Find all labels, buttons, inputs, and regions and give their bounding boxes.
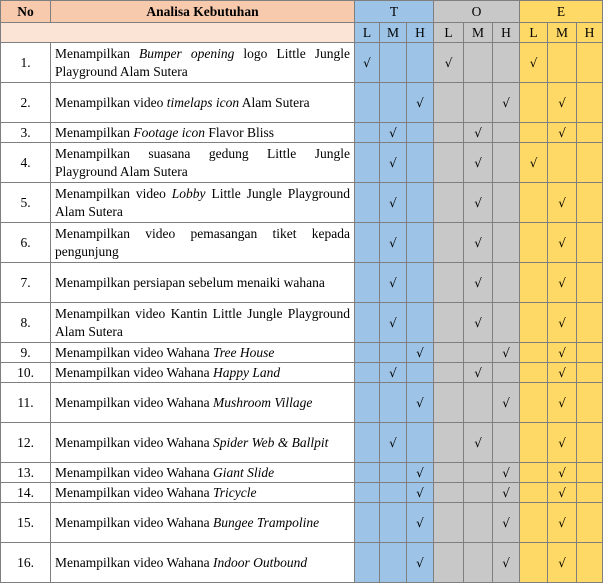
cell-e-l [520, 183, 548, 223]
level-t-l: L [355, 23, 380, 43]
header-no: No [1, 1, 51, 23]
cell-t-m [380, 383, 407, 423]
description-text: Menampilkan video Wahana [55, 434, 213, 450]
cell-o-l [434, 123, 464, 143]
cell-o-l [434, 483, 464, 503]
cell-o-m [464, 543, 493, 583]
cell-t-l [355, 143, 380, 183]
header-group-e: E [520, 1, 603, 23]
cell-o-l [434, 303, 464, 343]
check-mark-icon: √ [416, 395, 424, 410]
cell-e-m [548, 83, 577, 123]
description-italic-text: Bumper opening [139, 45, 235, 61]
cell-t-m [380, 83, 407, 123]
subheader-blank [1, 23, 355, 43]
cell-e-m [548, 303, 577, 343]
cell-e-m [548, 343, 577, 363]
cell-e-h [577, 143, 603, 183]
check-mark-icon: √ [416, 485, 424, 500]
cell-t-l [355, 263, 380, 303]
cell-o-l [434, 43, 464, 83]
description-text: Menampilkan video [55, 94, 167, 110]
check-mark-icon: √ [389, 365, 397, 380]
row-description [51, 343, 355, 363]
description-text: Menampilkan video Wahana [55, 464, 213, 480]
description-text: Little Jungle Playground Alam Sutera [55, 185, 350, 219]
level-o-m: M [464, 23, 493, 43]
row-description [51, 223, 355, 263]
cell-t-l [355, 463, 380, 483]
check-mark-icon: √ [529, 55, 538, 70]
cell-e-h [577, 543, 603, 583]
check-mark-icon: √ [389, 275, 397, 290]
cell-e-l [520, 423, 548, 463]
level-t-h: H [407, 23, 434, 43]
cell-e-h [577, 303, 603, 343]
check-mark-icon: √ [416, 95, 424, 110]
cell-t-l [355, 483, 380, 503]
check-mark-icon: √ [474, 235, 482, 250]
cell-e-m [548, 423, 577, 463]
table-row [1, 463, 603, 483]
row-number: 2. [1, 83, 51, 123]
cell-o-m [464, 183, 493, 223]
cell-t-h [407, 363, 434, 383]
cell-t-h [407, 143, 434, 183]
check-mark-icon: √ [502, 465, 510, 480]
cell-e-m [548, 363, 577, 383]
check-mark-icon: √ [558, 275, 566, 290]
description-text: Menampilkan video Wahana [55, 514, 213, 530]
check-mark-icon: √ [558, 195, 566, 210]
cell-t-m [380, 123, 407, 143]
description-italic-text: Footage icon [133, 124, 205, 140]
row-description [51, 463, 355, 483]
cell-e-h [577, 263, 603, 303]
description-text: Menampilkan video [55, 185, 172, 201]
table-row [1, 183, 603, 223]
cell-e-m [548, 383, 577, 423]
cell-t-m [380, 183, 407, 223]
cell-o-h [493, 183, 520, 223]
cell-o-m [464, 83, 493, 123]
cell-t-h [407, 303, 434, 343]
cell-t-h [407, 223, 434, 263]
cell-e-h [577, 43, 603, 83]
cell-e-h [577, 223, 603, 263]
cell-t-h [407, 483, 434, 503]
cell-o-l [434, 423, 464, 463]
check-mark-icon: √ [502, 95, 510, 110]
row-description [51, 143, 355, 183]
cell-t-m [380, 143, 407, 183]
table-row [1, 363, 603, 383]
check-mark-icon: √ [558, 235, 566, 250]
check-mark-icon: √ [389, 435, 397, 450]
cell-e-l [520, 83, 548, 123]
check-mark-icon: √ [363, 55, 371, 70]
check-mark-icon: √ [502, 515, 510, 530]
row-description [51, 263, 355, 303]
level-e-l: L [520, 23, 548, 43]
check-mark-icon: √ [389, 315, 397, 330]
cell-t-m [380, 543, 407, 583]
description-text: Menampilkan video Wahana [55, 344, 213, 360]
table-body [1, 43, 603, 583]
row-description [51, 383, 355, 423]
check-mark-icon: √ [444, 55, 453, 70]
level-e-m: M [548, 23, 577, 43]
row-number: 11. [1, 383, 51, 423]
description-text: logo Little Jungle Playground Alam Sutera [55, 45, 351, 79]
cell-t-l [355, 503, 380, 543]
cell-e-l [520, 223, 548, 263]
cell-e-h [577, 123, 603, 143]
cell-t-l [355, 303, 380, 343]
cell-o-l [434, 183, 464, 223]
table-row [1, 543, 603, 583]
cell-e-m [548, 463, 577, 483]
row-number: 9. [1, 343, 51, 363]
cell-o-h [493, 43, 520, 83]
cell-o-l [434, 363, 464, 383]
description-text: Menampilkan suasana gedung Little Jungle Playground Alam Sutera [55, 145, 350, 179]
cell-o-l [434, 143, 464, 183]
cell-t-h [407, 263, 434, 303]
cell-o-l [434, 343, 464, 363]
table-row [1, 123, 603, 143]
cell-o-h [493, 263, 520, 303]
header-group-o: O [434, 1, 520, 23]
description-italic-text: Lobby [171, 185, 206, 201]
description-text: Menampilkan [55, 124, 134, 140]
cell-t-l [355, 43, 380, 83]
cell-o-h [493, 483, 520, 503]
cell-o-l [434, 83, 464, 123]
cell-o-h [493, 303, 520, 343]
check-mark-icon: √ [558, 95, 566, 110]
cell-e-h [577, 503, 603, 543]
row-number: 13. [1, 463, 51, 483]
row-description [51, 483, 355, 503]
row-description [51, 543, 355, 583]
check-mark-icon: √ [502, 485, 510, 500]
check-mark-icon: √ [474, 315, 482, 330]
row-description [51, 363, 355, 383]
row-description [51, 303, 355, 343]
cell-e-l [520, 343, 548, 363]
cell-e-m [548, 183, 577, 223]
cell-e-m [548, 143, 577, 183]
cell-t-l [355, 183, 380, 223]
cell-o-m [464, 343, 493, 363]
cell-t-h [407, 543, 434, 583]
cell-t-m [380, 343, 407, 363]
check-mark-icon: √ [502, 555, 510, 570]
row-number: 5. [1, 183, 51, 223]
cell-o-l [434, 263, 464, 303]
cell-o-h [493, 383, 520, 423]
cell-o-m [464, 423, 493, 463]
cell-e-m [548, 503, 577, 543]
cell-o-h [493, 143, 520, 183]
cell-t-l [355, 363, 380, 383]
table-row [1, 143, 603, 183]
check-mark-icon: √ [416, 465, 424, 480]
description-text: Alam Sutera [239, 94, 310, 110]
cell-e-m [548, 543, 577, 583]
cell-o-m [464, 363, 493, 383]
cell-o-m [464, 143, 493, 183]
description-italic-text: Tree House [213, 344, 275, 360]
row-description [51, 183, 355, 223]
cell-o-m [464, 483, 493, 503]
cell-o-m [464, 43, 493, 83]
cell-t-h [407, 343, 434, 363]
cell-t-h [407, 463, 434, 483]
description-italic-text: Bungee Trampoline [213, 514, 320, 530]
cell-t-h [407, 503, 434, 543]
check-mark-icon: √ [558, 365, 566, 380]
row-number: 14. [1, 483, 51, 503]
description-text: Menampilkan video Wahana [55, 394, 213, 410]
check-mark-icon: √ [474, 435, 482, 450]
check-mark-icon: √ [558, 435, 566, 450]
row-description [51, 83, 355, 123]
cell-t-m [380, 263, 407, 303]
cell-o-h [493, 463, 520, 483]
check-mark-icon: √ [558, 395, 566, 410]
cell-t-m [380, 223, 407, 263]
cell-e-m [548, 483, 577, 503]
check-mark-icon: √ [389, 155, 397, 170]
check-mark-icon: √ [558, 515, 566, 530]
cell-e-l [520, 383, 548, 423]
cell-e-h [577, 483, 603, 503]
cell-o-l [434, 463, 464, 483]
cell-e-m [548, 263, 577, 303]
cell-o-h [493, 83, 520, 123]
row-number: 6. [1, 223, 51, 263]
description-text: Menampilkan video Wahana [55, 554, 213, 570]
header-group-t: T [355, 1, 434, 23]
check-mark-icon: √ [474, 275, 482, 290]
cell-o-h [493, 363, 520, 383]
cell-o-h [493, 223, 520, 263]
check-mark-icon: √ [558, 345, 566, 360]
table-row [1, 303, 603, 343]
check-mark-icon: √ [474, 195, 482, 210]
cell-e-l [520, 483, 548, 503]
check-mark-icon: √ [416, 555, 424, 570]
check-mark-icon: √ [416, 515, 424, 530]
check-mark-icon: √ [474, 125, 482, 140]
cell-e-l [520, 543, 548, 583]
cell-o-m [464, 463, 493, 483]
description-text: Menampilkan video pemasangan tiket kepada pengunjung [55, 225, 350, 259]
cell-o-h [493, 503, 520, 543]
description-text: Flavor Bliss [204, 124, 274, 140]
row-number: 1. [1, 43, 51, 83]
row-description [51, 123, 355, 143]
table-row [1, 263, 603, 303]
description-italic-text: Happy Land [213, 364, 281, 380]
row-number: 15. [1, 503, 51, 543]
check-mark-icon: √ [389, 235, 397, 250]
cell-e-h [577, 343, 603, 363]
cell-o-l [434, 543, 464, 583]
cell-t-l [355, 343, 380, 363]
cell-t-l [355, 223, 380, 263]
check-mark-icon: √ [558, 465, 566, 480]
row-number: 10. [1, 363, 51, 383]
cell-e-l [520, 363, 548, 383]
check-mark-icon: √ [558, 485, 566, 500]
cell-o-m [464, 303, 493, 343]
check-mark-icon: √ [389, 125, 397, 140]
cell-t-m [380, 483, 407, 503]
cell-o-h [493, 123, 520, 143]
cell-o-m [464, 503, 493, 543]
level-e-h: H [577, 23, 603, 43]
cell-t-h [407, 183, 434, 223]
description-italic-text: Spider Web & Ballpit [213, 434, 329, 450]
check-mark-icon: √ [558, 125, 566, 140]
cell-e-h [577, 363, 603, 383]
level-t-m: M [380, 23, 407, 43]
table-row [1, 223, 603, 263]
cell-t-m [380, 43, 407, 83]
cell-e-h [577, 83, 603, 123]
cell-e-h [577, 183, 603, 223]
description-text: Menampilkan persiapan sebelum menaiki wahana [55, 274, 325, 290]
check-mark-icon: √ [558, 315, 566, 330]
check-mark-icon: √ [529, 155, 538, 170]
table-row [1, 423, 603, 463]
cell-e-l [520, 463, 548, 483]
description-text: Menampilkan video Kantin Little Jungle Playground Alam Sutera [55, 305, 350, 339]
cell-e-l [520, 303, 548, 343]
description-italic-text: timelaps icon [166, 94, 240, 110]
cell-e-l [520, 43, 548, 83]
cell-t-l [355, 123, 380, 143]
description-italic-text: Giant Slide [213, 464, 275, 480]
cell-e-h [577, 383, 603, 423]
cell-o-m [464, 383, 493, 423]
cell-o-h [493, 343, 520, 363]
cell-o-m [464, 223, 493, 263]
cell-t-m [380, 363, 407, 383]
cell-t-h [407, 423, 434, 463]
cell-t-m [380, 463, 407, 483]
level-o-l: L [434, 23, 464, 43]
level-o-h: H [493, 23, 520, 43]
table-row [1, 343, 603, 363]
table-row [1, 483, 603, 503]
cell-t-h [407, 383, 434, 423]
cell-o-h [493, 423, 520, 463]
row-number: 7. [1, 263, 51, 303]
row-number: 8. [1, 303, 51, 343]
cell-t-l [355, 543, 380, 583]
check-mark-icon: √ [474, 365, 482, 380]
description-text: Menampilkan [55, 45, 140, 61]
cell-e-h [577, 463, 603, 483]
cell-e-l [520, 263, 548, 303]
cell-e-h [577, 423, 603, 463]
cell-e-l [520, 503, 548, 543]
description-italic-text: Mushroom Village [213, 394, 313, 410]
table-row [1, 383, 603, 423]
cell-e-m [548, 43, 577, 83]
cell-e-l [520, 143, 548, 183]
check-mark-icon: √ [416, 345, 424, 360]
description-text: Menampilkan video Wahana [55, 484, 213, 500]
cell-o-m [464, 263, 493, 303]
cell-t-h [407, 43, 434, 83]
row-number: 16. [1, 543, 51, 583]
cell-o-h [493, 543, 520, 583]
cell-t-m [380, 423, 407, 463]
cell-t-l [355, 83, 380, 123]
table-row [1, 83, 603, 123]
row-description [51, 43, 355, 83]
cell-o-l [434, 223, 464, 263]
row-number: 4. [1, 143, 51, 183]
check-mark-icon: √ [558, 555, 566, 570]
check-mark-icon: √ [389, 195, 397, 210]
cell-t-m [380, 303, 407, 343]
cell-e-l [520, 123, 548, 143]
cell-e-m [548, 123, 577, 143]
cell-t-l [355, 423, 380, 463]
table-row [1, 43, 603, 83]
description-italic-text: Indoor Outbound [213, 554, 308, 570]
cell-e-m [548, 223, 577, 263]
cell-t-m [380, 503, 407, 543]
row-number: 12. [1, 423, 51, 463]
row-number: 3. [1, 123, 51, 143]
check-mark-icon: √ [474, 155, 482, 170]
description-italic-text: Tricycle [213, 484, 257, 500]
description-text: Menampilkan video Wahana [55, 364, 213, 380]
cell-t-h [407, 123, 434, 143]
check-mark-icon: √ [502, 395, 510, 410]
cell-t-l [355, 383, 380, 423]
table-row [1, 503, 603, 543]
row-description [51, 423, 355, 463]
cell-o-l [434, 503, 464, 543]
cell-o-m [464, 123, 493, 143]
row-description [51, 503, 355, 543]
check-mark-icon: √ [502, 345, 510, 360]
cell-t-h [407, 83, 434, 123]
cell-o-l [434, 383, 464, 423]
header-analysis: Analisa Kebutuhan [51, 1, 355, 23]
